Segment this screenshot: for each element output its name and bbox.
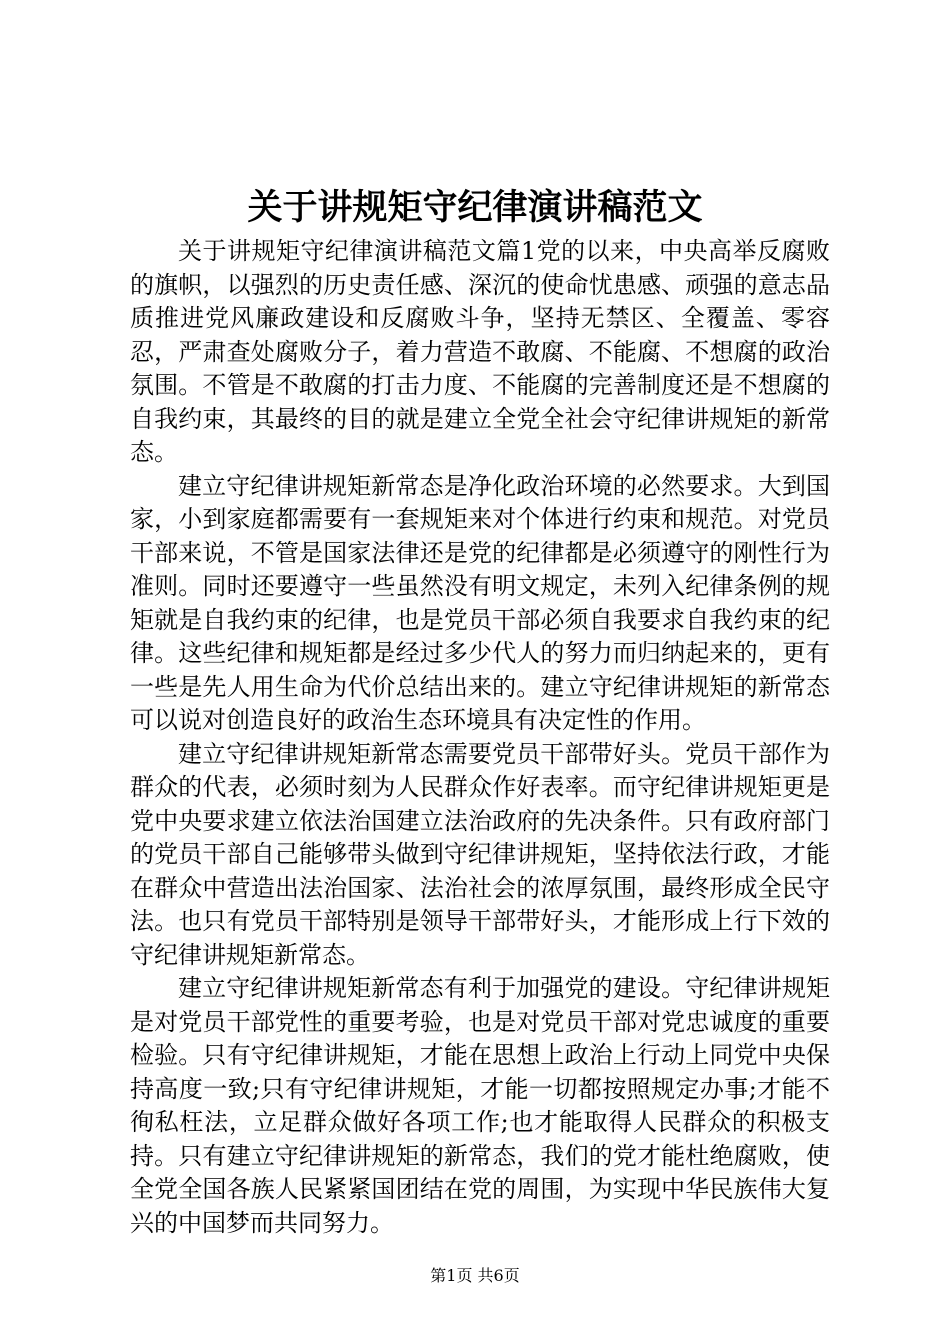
paragraph-1: 关于讲规矩守纪律演讲稿范文篇1党的以来，中央高举反腐败的旗帜，以强烈的历史责任感、深沉的使命忧患感、顽强的意志品质推进党风廉政建设和反腐败斗争，坚持无禁区、全覆盖、零容忍，严肃查处腐败分子，着力营造不敢腐、不能腐、不想腐的政治氛围。不管是不敢腐的打击力度、不能腐的完善制度还是不想腐的自我约束，其最终的目的就是建立全党全社会守纪律讲规矩的新常态。 (130, 237, 830, 466)
document-title: 关于讲规矩守纪律演讲稿范文 (247, 187, 703, 228)
document-body (130, 235, 830, 1240)
paragraph-2: 建立守纪律讲规矩新常态是净化政治环境的必然要求。大到国家，小到家庭都需要有一套规矩来对个体进行约束和规范。对党员干部来说，不管是国家法律还是党的纪律都是必须遵守的刚性行为准则。同时还要遵守一些虽然没有明文规定，未列入纪律条例的规矩就是自我约束的纪律，也是党员干部必须自我要求自我约束的纪律。这些纪律和规矩都是经过多少代人的努力而归纳起来的，更有一些是先人用生命为代价总结出来的。建立守纪律讲规矩的新常态可以说对创造良好的政治生态环境具有决定性的作用。 (130, 471, 830, 734)
page-number-footer: 第1页 共6页 (430, 1266, 520, 1285)
paragraph-4: 建立守纪律讲规矩新常态有利于加强党的建设。守纪律讲规矩是对党员干部党性的重要考验，也是对党员干部对党忠诚度的重要检验。只有守纪律讲规矩，才能在思想上政治上行动上同党中央保持高度一致;只有守纪律讲规矩，才能一切都按照规定办事;才能不徇私枉法，立足群众做好各项工作;也才能取得人民群众的积极支持。只有建立守纪律讲规矩的新常态，我们的党才能杜绝腐败，使全党全国各族人民紧紧国团结在党的周围，为实现中华民族伟大复兴的中国梦而共同努力。 (130, 974, 830, 1237)
paragraph-3: 建立守纪律讲规矩新常态需要党员干部带好头。党员干部作为群众的代表，必须时刻为人民群众作好表率。而守纪律讲规矩更是党中央要求建立依法治国建立法治政府的先决条件。只有政府部门的党员干部自己能够带头做到守纪律讲规矩，坚持依法行政，才能在群众中营造出法治国家、法治社会的浓厚氛围，最终形成全民守法。也只有党员干部特别是领导干部带好头，才能形成上行下效的守纪律讲规矩新常态。 (130, 739, 830, 969)
